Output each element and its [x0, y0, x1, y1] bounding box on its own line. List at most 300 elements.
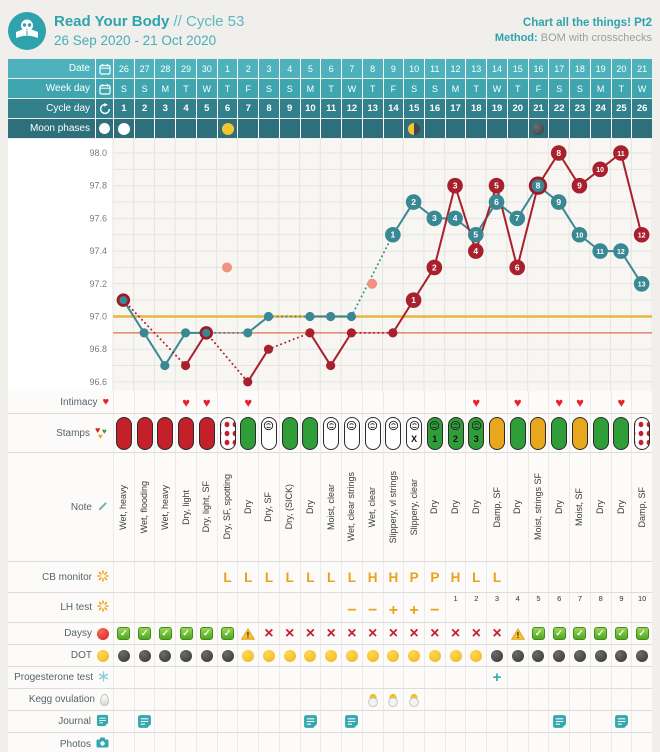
daysy-cell[interactable]	[465, 623, 486, 644]
photos-cell[interactable]	[590, 733, 611, 752]
note-cell[interactable]	[279, 453, 300, 561]
daysy-cell[interactable]	[611, 623, 632, 644]
photos-cell[interactable]	[548, 733, 569, 752]
lh-test-cell[interactable]	[258, 593, 279, 622]
dot-cell[interactable]	[631, 645, 652, 666]
intimacy-cell[interactable]	[424, 391, 445, 413]
progesterone-cell[interactable]	[134, 667, 155, 688]
lh-test-cell[interactable]	[175, 593, 196, 622]
dot-cell[interactable]	[134, 645, 155, 666]
note-cell[interactable]	[300, 453, 321, 561]
temp-point[interactable]	[181, 361, 190, 370]
intimacy-cell[interactable]	[362, 391, 383, 413]
daysy-cell[interactable]	[362, 623, 383, 644]
stamp-cell[interactable]	[300, 414, 321, 452]
photos-cell[interactable]	[507, 733, 528, 752]
photos-cell[interactable]	[445, 733, 466, 752]
lh-test-cell[interactable]	[300, 593, 321, 622]
progesterone-cell[interactable]	[320, 667, 341, 688]
temp-point[interactable]	[326, 312, 335, 321]
cb-monitor-cell[interactable]	[528, 562, 549, 592]
temp-point[interactable]	[447, 178, 463, 194]
note-cell[interactable]	[154, 453, 175, 561]
photos-cell[interactable]	[196, 733, 217, 752]
daysy-cell[interactable]	[258, 623, 279, 644]
intimacy-cell[interactable]	[465, 391, 486, 413]
kegg-cell[interactable]	[548, 689, 569, 710]
kegg-cell[interactable]	[611, 689, 632, 710]
journal-cell[interactable]	[113, 711, 134, 732]
journal-cell[interactable]	[465, 711, 486, 732]
daysy-cell[interactable]	[134, 623, 155, 644]
journal-cell[interactable]	[507, 711, 528, 732]
stamp-cell[interactable]	[569, 414, 590, 452]
progesterone-cell[interactable]	[300, 667, 321, 688]
temp-point[interactable]	[634, 227, 650, 243]
intimacy-cell[interactable]	[279, 391, 300, 413]
temp-point[interactable]	[388, 328, 397, 337]
dot-cell[interactable]	[486, 645, 507, 666]
temp-point[interactable]	[489, 194, 505, 210]
kegg-cell[interactable]	[134, 689, 155, 710]
photos-cell[interactable]	[465, 733, 486, 752]
stamp-cell[interactable]	[465, 414, 486, 452]
temp-point[interactable]	[468, 227, 484, 243]
dot-cell[interactable]	[258, 645, 279, 666]
dot-cell[interactable]	[279, 645, 300, 666]
stamp-cell[interactable]	[486, 414, 507, 452]
daysy-cell[interactable]	[320, 623, 341, 644]
intimacy-cell[interactable]	[507, 391, 528, 413]
dot-cell[interactable]	[445, 645, 466, 666]
journal-cell[interactable]	[569, 711, 590, 732]
note-cell[interactable]	[237, 453, 258, 561]
lh-test-cell[interactable]	[237, 593, 258, 622]
dot-cell[interactable]	[548, 645, 569, 666]
temp-point[interactable]	[572, 178, 588, 194]
progesterone-cell[interactable]	[424, 667, 445, 688]
progesterone-cell[interactable]	[341, 667, 362, 688]
temp-point[interactable]	[243, 377, 252, 386]
progesterone-cell[interactable]	[383, 667, 404, 688]
lh-test-cell[interactable]	[217, 593, 238, 622]
kegg-cell[interactable]	[341, 689, 362, 710]
temp-point[interactable]	[592, 162, 608, 178]
dot-cell[interactable]	[424, 645, 445, 666]
intimacy-cell[interactable]	[590, 391, 611, 413]
photos-cell[interactable]	[320, 733, 341, 752]
progesterone-cell[interactable]	[154, 667, 175, 688]
progesterone-cell[interactable]	[486, 667, 507, 688]
progesterone-cell[interactable]	[465, 667, 486, 688]
cb-monitor-cell[interactable]	[569, 562, 590, 592]
stamp-cell[interactable]	[258, 414, 279, 452]
temp-point[interactable]	[551, 194, 567, 210]
kegg-cell[interactable]	[237, 689, 258, 710]
dot-cell[interactable]	[300, 645, 321, 666]
lh-test-cell[interactable]	[486, 593, 507, 622]
stamp-cell[interactable]	[528, 414, 549, 452]
journal-cell[interactable]	[341, 711, 362, 732]
cb-monitor-cell[interactable]	[486, 562, 507, 592]
lh-test-cell[interactable]	[445, 593, 466, 622]
lh-test-cell[interactable]	[631, 593, 652, 622]
stamp-cell[interactable]	[341, 414, 362, 452]
progesterone-cell[interactable]	[590, 667, 611, 688]
lh-test-cell[interactable]	[362, 593, 383, 622]
journal-cell[interactable]	[134, 711, 155, 732]
lh-test-cell[interactable]	[196, 593, 217, 622]
intimacy-cell[interactable]	[569, 391, 590, 413]
journal-cell[interactable]	[217, 711, 238, 732]
kegg-cell[interactable]	[279, 689, 300, 710]
daysy-cell[interactable]	[590, 623, 611, 644]
kegg-cell[interactable]	[403, 689, 424, 710]
photos-cell[interactable]	[237, 733, 258, 752]
intimacy-cell[interactable]	[548, 391, 569, 413]
temp-point[interactable]	[264, 312, 273, 321]
lh-test-cell[interactable]	[279, 593, 300, 622]
intimacy-cell[interactable]	[154, 391, 175, 413]
daysy-cell[interactable]	[548, 623, 569, 644]
intimacy-cell[interactable]	[528, 391, 549, 413]
journal-cell[interactable]	[528, 711, 549, 732]
photos-cell[interactable]	[631, 733, 652, 752]
photos-cell[interactable]	[424, 733, 445, 752]
lh-test-cell[interactable]	[320, 593, 341, 622]
temp-point[interactable]	[406, 292, 422, 308]
stamp-cell[interactable]	[548, 414, 569, 452]
intimacy-cell[interactable]	[631, 391, 652, 413]
cb-monitor-cell[interactable]	[279, 562, 300, 592]
temp-point[interactable]	[468, 243, 484, 259]
intimacy-cell[interactable]	[175, 391, 196, 413]
kegg-cell[interactable]	[320, 689, 341, 710]
note-cell[interactable]	[631, 453, 652, 561]
lh-test-cell[interactable]	[424, 593, 445, 622]
journal-cell[interactable]	[424, 711, 445, 732]
dot-cell[interactable]	[403, 645, 424, 666]
kegg-cell[interactable]	[196, 689, 217, 710]
temp-point[interactable]	[572, 227, 588, 243]
photos-cell[interactable]	[217, 733, 238, 752]
daysy-cell[interactable]	[175, 623, 196, 644]
intimacy-cell[interactable]	[341, 391, 362, 413]
stamp-cell[interactable]	[611, 414, 632, 452]
daysy-cell[interactable]	[424, 623, 445, 644]
stamp-cell[interactable]	[507, 414, 528, 452]
cb-monitor-cell[interactable]	[113, 562, 134, 592]
kegg-cell[interactable]	[362, 689, 383, 710]
lh-test-cell[interactable]	[341, 593, 362, 622]
photos-cell[interactable]	[134, 733, 155, 752]
journal-cell[interactable]	[362, 711, 383, 732]
intimacy-cell[interactable]	[113, 391, 134, 413]
temp-point[interactable]	[347, 328, 356, 337]
note-cell[interactable]	[445, 453, 466, 561]
stamp-cell[interactable]	[403, 414, 424, 452]
note-cell[interactable]	[611, 453, 632, 561]
intimacy-cell[interactable]	[300, 391, 321, 413]
journal-cell[interactable]	[300, 711, 321, 732]
daysy-cell[interactable]	[507, 623, 528, 644]
progesterone-cell[interactable]	[237, 667, 258, 688]
cb-monitor-cell[interactable]	[217, 562, 238, 592]
photos-cell[interactable]	[569, 733, 590, 752]
kegg-cell[interactable]	[486, 689, 507, 710]
dot-cell[interactable]	[237, 645, 258, 666]
daysy-cell[interactable]	[217, 623, 238, 644]
photos-cell[interactable]	[486, 733, 507, 752]
lh-test-cell[interactable]	[528, 593, 549, 622]
temp-point[interactable]	[509, 211, 525, 227]
temp-point[interactable]	[509, 260, 525, 276]
temp-point[interactable]	[406, 194, 422, 210]
note-cell[interactable]	[486, 453, 507, 561]
kegg-cell[interactable]	[528, 689, 549, 710]
note-cell[interactable]	[258, 453, 279, 561]
progesterone-cell[interactable]	[528, 667, 549, 688]
cb-monitor-cell[interactable]	[341, 562, 362, 592]
kegg-cell[interactable]	[258, 689, 279, 710]
progesterone-cell[interactable]	[548, 667, 569, 688]
cb-monitor-cell[interactable]	[134, 562, 155, 592]
journal-cell[interactable]	[590, 711, 611, 732]
lh-test-cell[interactable]	[569, 593, 590, 622]
temp-point[interactable]	[634, 276, 650, 292]
cb-monitor-cell[interactable]	[300, 562, 321, 592]
intimacy-cell[interactable]	[196, 391, 217, 413]
note-cell[interactable]	[320, 453, 341, 561]
daysy-cell[interactable]	[196, 623, 217, 644]
bbt-chart[interactable]	[8, 139, 652, 391]
stamp-cell[interactable]	[217, 414, 238, 452]
progesterone-cell[interactable]	[569, 667, 590, 688]
dot-cell[interactable]	[362, 645, 383, 666]
stamp-cell[interactable]	[175, 414, 196, 452]
journal-cell[interactable]	[611, 711, 632, 732]
kegg-cell[interactable]	[465, 689, 486, 710]
cb-monitor-cell[interactable]	[590, 562, 611, 592]
note-cell[interactable]	[196, 453, 217, 561]
lh-test-cell[interactable]	[590, 593, 611, 622]
lh-test-cell[interactable]	[403, 593, 424, 622]
note-cell[interactable]	[134, 453, 155, 561]
photos-cell[interactable]	[258, 733, 279, 752]
stamp-cell[interactable]	[383, 414, 404, 452]
dot-cell[interactable]	[341, 645, 362, 666]
progesterone-cell[interactable]	[631, 667, 652, 688]
progesterone-cell[interactable]	[403, 667, 424, 688]
dot-cell[interactable]	[590, 645, 611, 666]
lh-test-cell[interactable]	[611, 593, 632, 622]
stamp-cell[interactable]	[590, 414, 611, 452]
dot-cell[interactable]	[320, 645, 341, 666]
cb-monitor-cell[interactable]	[154, 562, 175, 592]
journal-cell[interactable]	[258, 711, 279, 732]
temp-point[interactable]	[530, 178, 546, 194]
daysy-cell[interactable]	[486, 623, 507, 644]
kegg-cell[interactable]	[383, 689, 404, 710]
daysy-cell[interactable]	[383, 623, 404, 644]
temp-point[interactable]	[326, 361, 335, 370]
kegg-cell[interactable]	[424, 689, 445, 710]
daysy-cell[interactable]	[528, 623, 549, 644]
lh-test-cell[interactable]	[507, 593, 528, 622]
photos-cell[interactable]	[528, 733, 549, 752]
dot-cell[interactable]	[175, 645, 196, 666]
progesterone-cell[interactable]	[445, 667, 466, 688]
note-cell[interactable]	[424, 453, 445, 561]
cb-monitor-cell[interactable]	[237, 562, 258, 592]
lh-test-cell[interactable]	[465, 593, 486, 622]
kegg-cell[interactable]	[154, 689, 175, 710]
journal-cell[interactable]	[486, 711, 507, 732]
intimacy-cell[interactable]	[611, 391, 632, 413]
progesterone-cell[interactable]	[258, 667, 279, 688]
intimacy-cell[interactable]	[383, 391, 404, 413]
temp-point[interactable]	[347, 312, 356, 321]
lh-test-cell[interactable]	[113, 593, 134, 622]
intimacy-cell[interactable]	[134, 391, 155, 413]
progesterone-cell[interactable]	[362, 667, 383, 688]
dot-cell[interactable]	[383, 645, 404, 666]
temp-point[interactable]	[118, 295, 129, 306]
dot-cell[interactable]	[528, 645, 549, 666]
note-cell[interactable]	[548, 453, 569, 561]
stamp-cell[interactable]	[424, 414, 445, 452]
dot-cell[interactable]	[196, 645, 217, 666]
stamp-cell[interactable]	[113, 414, 134, 452]
kegg-cell[interactable]	[590, 689, 611, 710]
stamp-cell[interactable]	[445, 414, 466, 452]
note-cell[interactable]	[569, 453, 590, 561]
daysy-cell[interactable]	[569, 623, 590, 644]
journal-cell[interactable]	[237, 711, 258, 732]
temp-point[interactable]	[427, 211, 443, 227]
temp-point[interactable]	[592, 243, 608, 259]
progesterone-cell[interactable]	[217, 667, 238, 688]
stamp-cell[interactable]	[237, 414, 258, 452]
temp-point[interactable]	[201, 327, 212, 338]
lh-test-cell[interactable]	[548, 593, 569, 622]
temp-point[interactable]	[264, 345, 273, 354]
note-cell[interactable]	[217, 453, 238, 561]
stamp-cell[interactable]	[154, 414, 175, 452]
dot-cell[interactable]	[113, 645, 134, 666]
stamp-cell[interactable]	[320, 414, 341, 452]
kegg-cell[interactable]	[175, 689, 196, 710]
stamp-cell[interactable]	[196, 414, 217, 452]
intimacy-cell[interactable]	[445, 391, 466, 413]
cb-monitor-cell[interactable]	[403, 562, 424, 592]
cb-monitor-cell[interactable]	[175, 562, 196, 592]
dot-cell[interactable]	[154, 645, 175, 666]
daysy-cell[interactable]	[237, 623, 258, 644]
journal-cell[interactable]	[631, 711, 652, 732]
photos-cell[interactable]	[403, 733, 424, 752]
temp-point[interactable]	[447, 211, 463, 227]
photos-cell[interactable]	[279, 733, 300, 752]
kegg-cell[interactable]	[217, 689, 238, 710]
daysy-cell[interactable]	[631, 623, 652, 644]
cb-monitor-cell[interactable]	[611, 562, 632, 592]
photos-cell[interactable]	[300, 733, 321, 752]
journal-cell[interactable]	[548, 711, 569, 732]
lh-test-cell[interactable]	[154, 593, 175, 622]
note-cell[interactable]	[590, 453, 611, 561]
temp-point[interactable]	[489, 178, 505, 194]
temp-point[interactable]	[243, 328, 252, 337]
note-cell[interactable]	[383, 453, 404, 561]
cb-monitor-cell[interactable]	[465, 562, 486, 592]
note-cell[interactable]	[113, 453, 134, 561]
temp-point[interactable]	[613, 145, 629, 161]
daysy-cell[interactable]	[113, 623, 134, 644]
kegg-cell[interactable]	[569, 689, 590, 710]
temp-point[interactable]	[305, 328, 314, 337]
cb-monitor-cell[interactable]	[445, 562, 466, 592]
photos-cell[interactable]	[362, 733, 383, 752]
dot-cell[interactable]	[611, 645, 632, 666]
temp-point[interactable]	[427, 260, 443, 276]
cb-monitor-cell[interactable]	[548, 562, 569, 592]
daysy-cell[interactable]	[279, 623, 300, 644]
kegg-cell[interactable]	[631, 689, 652, 710]
progesterone-cell[interactable]	[279, 667, 300, 688]
lh-test-cell[interactable]	[134, 593, 155, 622]
photos-cell[interactable]	[113, 733, 134, 752]
cb-monitor-cell[interactable]	[383, 562, 404, 592]
temp-point[interactable]	[613, 243, 629, 259]
note-cell[interactable]	[528, 453, 549, 561]
dot-cell[interactable]	[217, 645, 238, 666]
photos-cell[interactable]	[154, 733, 175, 752]
dot-cell[interactable]	[507, 645, 528, 666]
note-cell[interactable]	[362, 453, 383, 561]
progesterone-cell[interactable]	[175, 667, 196, 688]
stamp-cell[interactable]	[362, 414, 383, 452]
kegg-cell[interactable]	[300, 689, 321, 710]
daysy-cell[interactable]	[300, 623, 321, 644]
photos-cell[interactable]	[383, 733, 404, 752]
dot-cell[interactable]	[465, 645, 486, 666]
intimacy-cell[interactable]	[403, 391, 424, 413]
cb-monitor-cell[interactable]	[362, 562, 383, 592]
kegg-cell[interactable]	[113, 689, 134, 710]
stamp-cell[interactable]	[631, 414, 652, 452]
progesterone-cell[interactable]	[196, 667, 217, 688]
journal-cell[interactable]	[383, 711, 404, 732]
lh-test-cell[interactable]	[383, 593, 404, 622]
dot-cell[interactable]	[569, 645, 590, 666]
photos-cell[interactable]	[341, 733, 362, 752]
photos-cell[interactable]	[175, 733, 196, 752]
daysy-cell[interactable]	[154, 623, 175, 644]
photos-cell[interactable]	[611, 733, 632, 752]
journal-cell[interactable]	[279, 711, 300, 732]
temp-point[interactable]	[139, 328, 148, 337]
cb-monitor-cell[interactable]	[507, 562, 528, 592]
note-cell[interactable]	[175, 453, 196, 561]
temp-point[interactable]	[181, 328, 190, 337]
note-cell[interactable]	[341, 453, 362, 561]
note-cell[interactable]	[507, 453, 528, 561]
intimacy-cell[interactable]	[237, 391, 258, 413]
kegg-cell[interactable]	[507, 689, 528, 710]
stamp-cell[interactable]	[279, 414, 300, 452]
temp-point[interactable]	[385, 227, 401, 243]
